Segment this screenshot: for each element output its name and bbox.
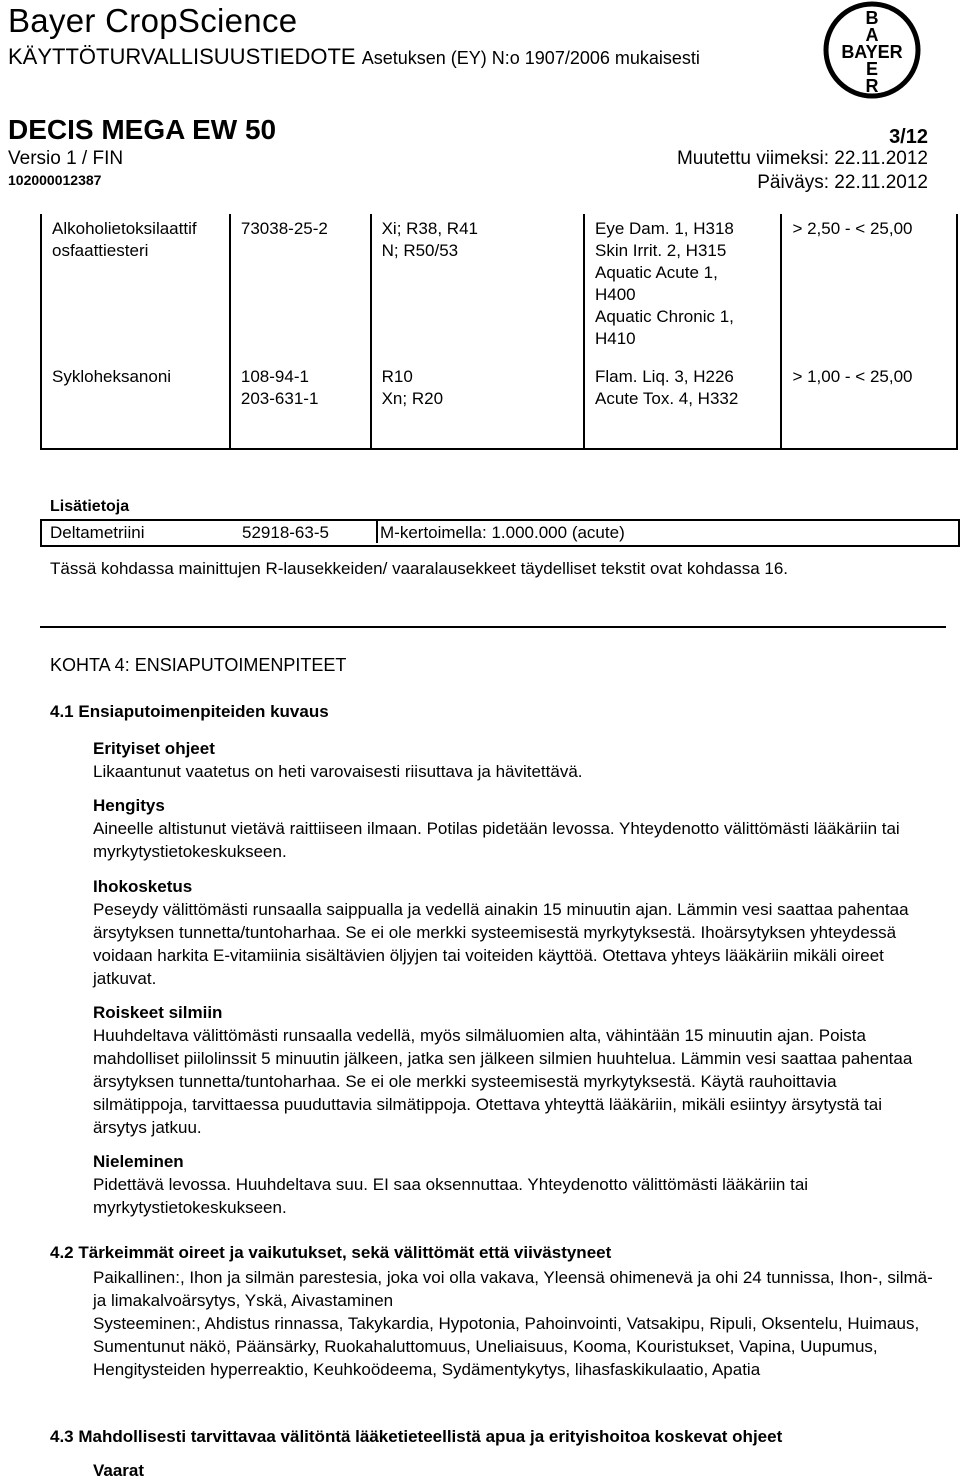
component-name: Alkoholietoksilaattif osfaattiesteri xyxy=(41,214,230,362)
additional-info-heading: Lisätietoja xyxy=(50,498,130,515)
logo-letter-b: B xyxy=(865,8,879,28)
block-title: Hengitys xyxy=(93,796,165,815)
component-cas: 108-94-1 203-631-1 xyxy=(230,362,371,449)
component-classification-old: Xi; R38, R41 N; R50/53 xyxy=(371,214,584,362)
document-type xyxy=(8,44,700,70)
component-cas: 73038-25-2 xyxy=(230,214,371,362)
component-classification-clp: Flam. Liq. 3, H226 Acute Tox. 4, H332 xyxy=(584,362,781,449)
block-text: Peseydy välittömästi runsaalla saippualla ja vedellä ainakin 15 minuutin ajan. Lämmin vesi saattaa pahentaa ärsytyksen tunnetta/tuntoharhaa. Se ei ole merkki systeemisestä myrkytyksestä. Ihoärsytyksen yhteydessä voidaan harkita E-vitamiinia sisältävien öljyjen tai voiteiden käyttöä. Otettava yhteys lääkäriin mikäli oireet jatkuvat. xyxy=(93,900,909,988)
block-title: Erityiset ohjeet xyxy=(93,739,215,758)
first-aid-block xyxy=(93,737,933,783)
block-title: Ihokosketus xyxy=(93,877,193,896)
first-aid-block xyxy=(93,1001,933,1139)
subsection-4-1: 4.1 Ensiaputoimenpiteiden kuvaus xyxy=(50,702,329,721)
component-concentration: > 1,00 - < 25,00 xyxy=(781,362,957,449)
first-aid-block xyxy=(93,875,933,990)
bayer-logo xyxy=(822,0,922,100)
symptoms-local: Paikallinen:, Ihon ja silmän parestesia, joka voi olla vakava, Yleensä ohimenevä ja ohi 24 tunnissa, Ihon-, silmä-ja limakalvoärsytys, Yskä, Aivastaminen xyxy=(93,1268,933,1310)
components-table xyxy=(40,214,958,450)
hazards-heading: Vaarat xyxy=(93,1461,145,1480)
first-aid-block xyxy=(93,794,933,863)
page-number: 3/12 xyxy=(889,126,928,148)
document-type-label: KÄYTTÖTURVALLISUUSTIEDOTE xyxy=(8,44,356,69)
additional-info-cas: 52918-63-5 xyxy=(242,523,329,542)
regulation-label: Asetuksen (EY) N:o 1907/2006 mukaisesti xyxy=(361,48,700,68)
component-concentration: > 2,50 - < 25,00 xyxy=(781,214,957,362)
logo-letter-e: E xyxy=(865,59,879,79)
document-id: 102000012387 xyxy=(8,172,102,188)
block-text: Aineelle altistunut vietävä raittiiseen ilmaan. Potilas pidetään levossa. Yhteydenotto välittömästi lääkäriin tai myrkytystietokeskukseen. xyxy=(93,819,900,861)
table-row xyxy=(41,362,957,449)
modified-date: Muutettu viimeksi: 22.11.2012 xyxy=(676,148,928,169)
component-classification-clp: Eye Dam. 1, H318 Skin Irrit. 2, H315 Aquatic Acute 1, H400 Aquatic Chronic 1, H410 xyxy=(584,214,781,362)
additional-info-m-factor: M-kertoimella: 1.000.000 (acute) xyxy=(376,521,625,543)
component-classification-old: R10 Xn; R20 xyxy=(371,362,584,449)
block-text: Likaantunut vaatetus on heti varovaisesti riisuttava ja hävitettävä. xyxy=(93,762,583,781)
logo-word-bayer: BAYER xyxy=(841,42,903,62)
block-text: Huuhdeltava välittömästi runsaalla vedellä, myös silmäluomien alta, vähintään 15 minuutin ajan. Poista mahdolliset piilolinssit 5 minuutin jälkeen, jatka sen jälkeen silmien huuhtelua. Lämmin vesi saattaa pahentaa ärsytyksen tunnetta/tuntoharhaa. Se ei ole merkki systeemisestä myrkytyksestä. Käytä rauhoittavia silmätippoja, tarvittaessa puuduttavia silmätippoja. Otettava yhteyttä lääkäriin, mikäli esiintyy ärsytystä tai ärsytys jatkuu. xyxy=(93,1026,913,1137)
additional-info-row xyxy=(40,519,960,547)
table-row xyxy=(41,214,957,362)
issue-date: Päiväys: 22.11.2012 xyxy=(757,172,928,193)
section-divider xyxy=(40,626,946,628)
product-name: DECIS MEGA EW 50 xyxy=(8,114,277,145)
company-name: Bayer CropScience xyxy=(8,2,298,39)
subsection-4-2: 4.2 Tärkeimmät oireet ja vaikutukset, sekä välittömät että viivästyneet xyxy=(50,1243,612,1262)
logo-letter-a: A xyxy=(865,25,879,45)
subsection-4-3: 4.3 Mahdollisesti tarvittavaa välitöntä lääketieteellistä apua ja erityishoitoa koskevat ohjeet xyxy=(50,1427,783,1446)
component-name: Sykloheksanoni xyxy=(41,362,230,449)
additional-info-substance: Deltametriini xyxy=(50,523,145,542)
block-title: Nieleminen xyxy=(93,1152,184,1171)
first-aid-block xyxy=(93,1150,933,1219)
section-title: KOHTA 4: ENSIAPUTOIMENPITEET xyxy=(50,655,347,675)
version: Versio 1 / FIN xyxy=(8,148,124,169)
logo-letter-r: R xyxy=(865,76,879,96)
r-phrase-note: Tässä kohdassa mainittujen R-lausekkeiden/ vaaralausekkeet täydelliset tekstit ovat kohdassa 16. xyxy=(50,559,789,578)
block-title: Roiskeet silmiin xyxy=(93,1003,223,1022)
symptoms-systemic: Systeeminen:, Ahdistus rinnassa, Takykardia, Hypotonia, Pahoinvointi, Vatsakipu, Ripuli, Oksentelu, Huimaus, Sumentunut näkö, Päänsärky, Ruokahaluttomuus, Uneliaisuus, Kooma, Kouristukset, Vapina, Uupumus, Hengitysteiden hyperreaktio, Keuhkoödeema, Sydämentykytys, lihasfaskikulaatio, Apatia xyxy=(93,1314,920,1379)
block-text: Pidettävä levossa. Huuhdeltava suu. EI saa oksennuttaa. Yhteydenotto välittömästi lääkäriin tai myrkytystietokeskukseen. xyxy=(93,1175,809,1217)
